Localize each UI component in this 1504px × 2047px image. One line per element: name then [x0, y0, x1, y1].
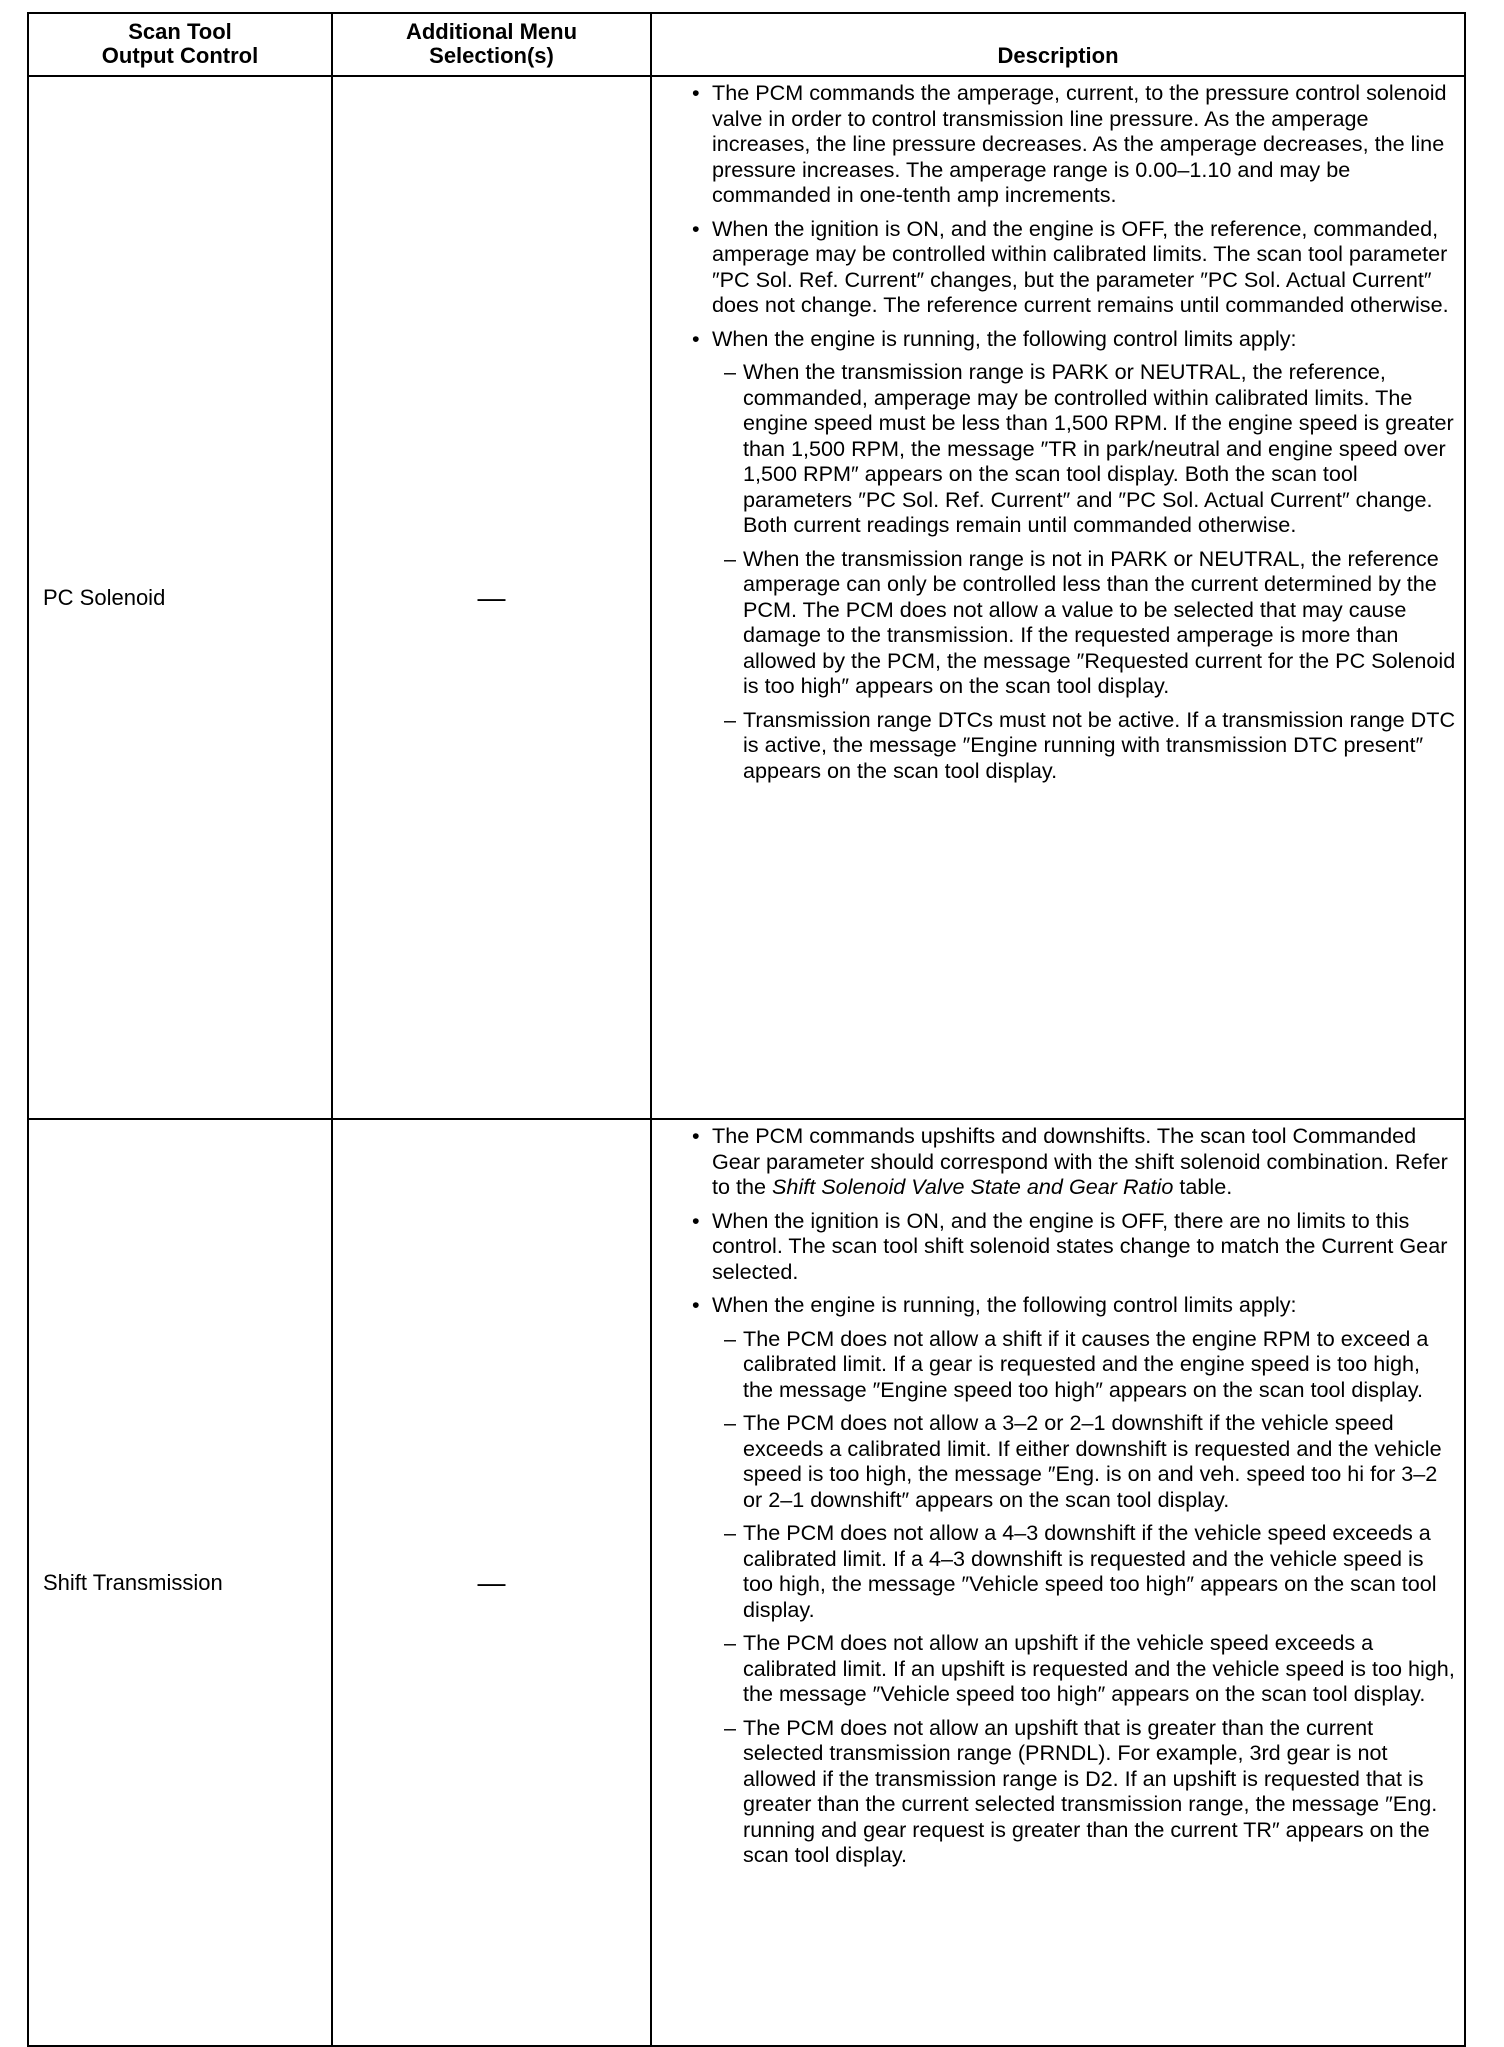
header-description-label: Description: [997, 43, 1119, 68]
dash-icon: –: [724, 1714, 737, 1740]
sub-item: [712, 1410, 1456, 1512]
bullet-dot-icon: •: [692, 1292, 700, 1317]
description-cell: [651, 76, 1465, 1119]
sub-item: [712, 359, 1456, 538]
bullet-dot-icon: •: [692, 80, 700, 105]
header-control-line-1: Scan Tool: [128, 19, 232, 44]
table-row-pc-solenoid: [28, 76, 1465, 1119]
dash-icon: –: [724, 1410, 737, 1435]
header-control-line-2: Output Control: [101, 43, 259, 68]
dash-icon: –: [724, 1520, 737, 1545]
table-row-shift-transmission: [28, 1119, 1465, 2046]
dash-icon: –: [724, 1630, 737, 1655]
bullet-item: [690, 1123, 1456, 1200]
header-scan-tool-output-control: [28, 13, 332, 76]
menu-selection-cell: —: [332, 1119, 651, 2046]
bullet-item: [690, 216, 1456, 318]
bullet-text: When the ignition is ON, and the engine is OFF, the reference, commanded, amperage may be controlled within calibrated limits. The scan tool parameter ″PC Sol. Ref. Current″ changes, but the parameter ″PC Sol. Actual Current″ does not change. The reference current remains until commanded otherwise.: [712, 215, 1449, 317]
control-cell: Shift Transmission: [28, 1119, 332, 2046]
sub-item-text: The PCM does not allow an upshift if the vehicle speed exceeds a calibrated limit. If an upshift is requested and the vehicle speed is too high, the message ″Vehicle speed too high″ appears on the scan tool display.: [743, 1630, 1455, 1706]
sub-item-text: The PCM does not allow a shift if it causes the engine RPM to exceed a calibrated limit. If a gear is requested and the engine speed is too high, the message ″Engine speed too high″ appears on the scan tool display.: [743, 1325, 1429, 1402]
sub-item-text: Transmission range DTCs must not be active. If a transmission range DTC is active, the message ″Engine running with transmission DTC present″ appears on the scan tool display.: [743, 706, 1456, 783]
table-header-row: [28, 13, 1465, 76]
menu-selection-cell: —: [332, 76, 651, 1119]
bullet-dot-icon: •: [692, 325, 700, 351]
dash-icon: –: [724, 359, 737, 384]
sub-item-text: When the transmission range is PARK or NEUTRAL, the reference, commanded, amperage may be controlled within calibrated limits. The engine speed must be less than 1,500 RPM. If the engine speed is greater than 1,500 RPM, the message ″TR in park/neutral and engine speed over 1,500 RPM″ appears on the scan tool display. Both the scan tool parameters ″PC Sol. Ref. Current″ and ″PC Sol. Actual Current″ change. Both current readings remain until commanded otherwise.: [743, 359, 1454, 537]
table-reference-italic: Shift Solenoid Valve State and Gear Ratio: [772, 1174, 1174, 1199]
sub-item: [712, 1715, 1456, 1868]
sub-item: [712, 1326, 1456, 1403]
description-cell: [651, 1119, 1465, 2046]
bullet-text: The PCM commands the amperage, current, to the pressure control solenoid valve in order to control transmission line pressure. As the amperage increases, the line pressure decreases. As the amperage decreases, the line pressure increases. The amperage range is 0.00–1.10 and may be commanded in one-tenth amp increments.: [712, 80, 1447, 207]
header-menu-line-1: Additional Menu: [405, 19, 578, 44]
dash-icon: –: [724, 1325, 737, 1351]
sub-item: [712, 1520, 1456, 1622]
sub-item: [712, 707, 1456, 784]
bullet-text-before: The PCM commands upshifts and downshifts. The scan tool Commanded Gear parameter should correspond with the shift solenoid combination. Refer to the: [712, 1123, 1448, 1199]
bullet-dot-icon: •: [692, 1123, 700, 1148]
sub-item-text: The PCM does not allow a 4–3 downshift if the vehicle speed exceeds a calibrated limit. If a 4–3 downshift is requested and the vehicle speed is too high, the message ″Vehicle speed too high″ appears on the scan tool display.: [743, 1520, 1437, 1622]
scan-tool-output-control-table: [27, 12, 1466, 2047]
dash-icon: –: [724, 706, 737, 732]
bullet-text: When the ignition is ON, and the engine is OFF, there are no limits to this control. The scan tool shift solenoid states change to match the Current Gear selected.: [712, 1207, 1448, 1284]
sub-item-text: The PCM does not allow a 3–2 or 2–1 downshift if the vehicle speed exceeds a calibrated limit. If either downshift is requested and the vehicle speed is too high, the message ″Eng. is on and veh. speed too hi for 3–2 or 2–1 downshift″ appears on the scan tool display.: [743, 1410, 1442, 1512]
sub-item-text: The PCM does not allow an upshift that is greater than the current selected transmission range (PRNDL). For example, 3rd gear is not allowed if the transmission range is D2. If an upshift is requested that is greater than the current selected transmission range, the message ″Eng. running and gear request is greater than the current TR″ appears on the scan tool display.: [743, 1714, 1438, 1867]
bullet-text: When the engine is running, the following control limits apply:: [712, 325, 1297, 351]
header-menu-line-2: Selection(s): [429, 43, 554, 68]
sub-item-text: When the transmission range is not in PARK or NEUTRAL, the reference amperage can only be controlled less than the current determined by the PCM. The PCM does not allow a value to be selected that may cause damage to the transmission. If the requested amperage is more than allowed by the PCM, the message ″Requested current for the PC Solenoid is too high″ appears on the scan tool display.: [743, 545, 1456, 698]
dash-icon: –: [724, 545, 737, 571]
bullet-item: [690, 1292, 1456, 1868]
bullet-dot-icon: •: [692, 215, 700, 241]
bullet-text-after: table.: [1173, 1174, 1233, 1199]
sub-item: [712, 1630, 1456, 1707]
bullet-item: [690, 80, 1456, 208]
control-cell: PC Solenoid: [28, 76, 332, 1119]
bullet-text: When the engine is running, the following control limits apply:: [712, 1292, 1297, 1317]
bullet-item: [690, 326, 1456, 784]
bullet-item: [690, 1208, 1456, 1285]
sub-item: [712, 546, 1456, 699]
header-description: [651, 13, 1465, 76]
bullet-dot-icon: •: [692, 1207, 700, 1233]
header-additional-menu-selections: [332, 13, 651, 76]
